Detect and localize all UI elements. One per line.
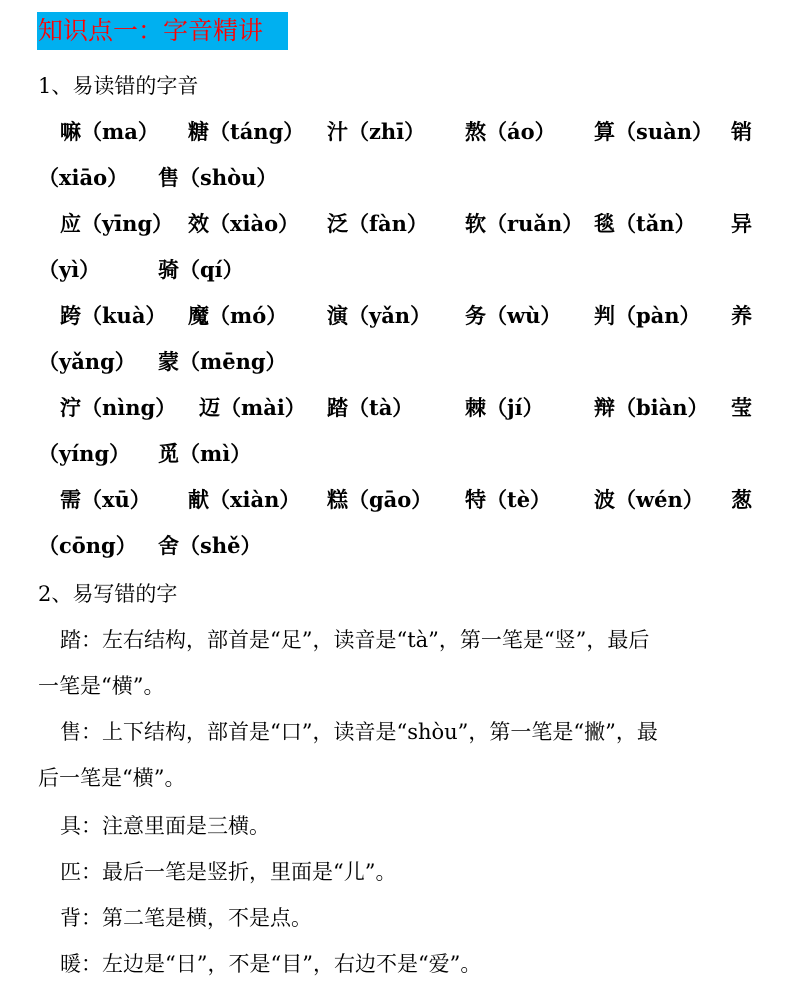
writing-note-cont: 后一笔是“横”。 — [38, 766, 186, 790]
pinyin-char: 葱 — [731, 487, 752, 512]
pinyin-entry: 软（ruǎn） — [465, 211, 584, 236]
pinyin-entry: 应（yīng） — [60, 211, 174, 236]
writing-note: 具：注意里面是三横。 — [60, 814, 270, 838]
pinyin-entry: 魔（mó） — [188, 303, 288, 328]
section-1-heading: 1、易读错的字音 — [38, 74, 199, 98]
pinyin-entry: 跨（kuà） — [60, 303, 167, 328]
pinyin-entry: 献（xiàn） — [188, 487, 301, 512]
pinyin-entry: 特（tè） — [465, 487, 552, 512]
pinyin-char: 莹 — [731, 395, 752, 420]
pinyin-reading: （yíng） — [38, 441, 131, 466]
writing-note: 售：上下结构，部首是“口”，读音是“shòu”，第一笔是“撇”，最 — [60, 720, 658, 744]
pinyin-entry: 棘（jí） — [465, 395, 544, 420]
pinyin-entry: 蒙（mēng） — [158, 349, 287, 374]
pinyin-entry: 务（wù） — [465, 303, 562, 328]
writing-note-cont: 一笔是“横”。 — [38, 674, 165, 698]
pinyin-entry: 迈（mài） — [199, 395, 306, 420]
pinyin-entry: 算（suàn） — [594, 119, 713, 144]
writing-note: 暖：左边是“日”，不是“目”，右边不是“爱”。 — [60, 952, 482, 976]
pinyin-reading: （yì） — [38, 257, 101, 282]
writing-note: 背：第二笔是横，不是点。 — [60, 906, 312, 930]
pinyin-entry: 舍（shě） — [158, 533, 262, 558]
pinyin-entry: 汁（zhī） — [327, 119, 426, 144]
pinyin-entry: 判（pàn） — [594, 303, 701, 328]
pinyin-entry: 波（wén） — [594, 487, 704, 512]
pinyin-entry: 泞（nìng） — [60, 395, 177, 420]
pinyin-entry: 骑（qí） — [158, 257, 244, 282]
pinyin-entry: 演（yǎn） — [327, 303, 432, 328]
pinyin-char: 养 — [731, 303, 752, 328]
pinyin-char: 异 — [731, 211, 752, 236]
section-2-heading: 2、易写错的字 — [38, 582, 178, 606]
pinyin-reading: （cōng） — [38, 533, 137, 558]
pinyin-entry: 毯（tǎn） — [594, 211, 696, 236]
pinyin-reading: （yǎng） — [38, 349, 136, 374]
pinyin-entry: 效（xiào） — [188, 211, 300, 236]
pinyin-entry: 泛（fàn） — [327, 211, 428, 236]
pinyin-entry: 糖（táng） — [188, 119, 305, 144]
pinyin-char: 销 — [731, 119, 752, 144]
pinyin-entry: 售（shòu） — [158, 165, 278, 190]
pinyin-entry: 熬（áo） — [465, 119, 556, 144]
writing-note: 匹：最后一笔是竖折，里面是“儿”。 — [60, 860, 397, 884]
writing-note: 踏：左右结构，部首是“足”，读音是“tà”，第一笔是“竖”，最后 — [60, 628, 650, 652]
pinyin-entry: 需（xū） — [60, 487, 151, 512]
section-title: 知识点一：字音精讲 — [37, 12, 288, 50]
pinyin-entry: 嘛（ma） — [60, 119, 159, 144]
pinyin-entry: 辩（biàn） — [594, 395, 709, 420]
pinyin-reading: （xiāo） — [38, 165, 129, 190]
pinyin-entry: 觅（mì） — [158, 441, 252, 466]
pinyin-entry: 踏（tà） — [327, 395, 414, 420]
pinyin-entry: 糕（gāo） — [327, 487, 433, 512]
